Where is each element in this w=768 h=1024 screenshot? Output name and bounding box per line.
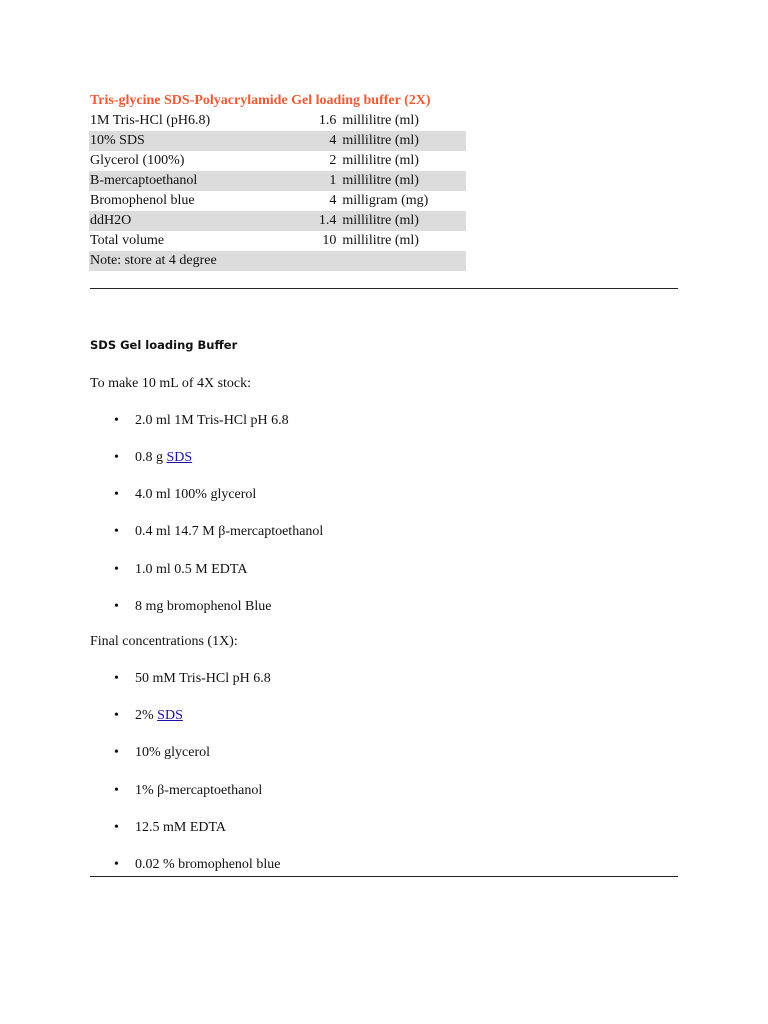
table-row [89,251,466,271]
list-item-text: 2.0 ml 1M Tris-HCl pH 6.8 [135,413,289,428]
bullet-icon: • [114,820,119,835]
bullet-icon: • [114,562,119,577]
list-item-text: 0.4 ml 14.7 M β-mercaptoethanol [135,524,324,539]
list-item-text: 50 mM Tris-HCl pH 6.8 [135,671,271,686]
ingredient-name: ddH2O [89,211,260,231]
table-row [89,211,466,231]
ingredient-unit: millilitre (ml) [342,113,419,128]
ingredient-amount: 4 [260,131,343,151]
table-row [89,111,466,131]
ingredient-amount: 1 [260,171,343,191]
ingredient-name: B-mercaptoethanol [89,171,260,191]
ingredient-name: Glycerol (100%) [90,153,185,168]
bullet-icon: • [114,857,119,872]
list-item-text: 8 mg bromophenol Blue [135,599,272,614]
table-row [89,171,466,191]
ingredient-amount: 1.6 [318,113,337,128]
list-item-text: 10% glycerol [135,745,211,760]
section-heading: SDS Gel loading Buffer [90,338,238,352]
horizontal-divider [90,288,678,289]
bullet-icon: • [114,524,119,539]
list-item-prefix: 0.8 g [135,450,167,465]
ingredient-amount: 1.4 [260,211,343,231]
horizontal-divider [90,876,678,877]
bullet-icon: • [114,745,119,760]
ingredient-unit: millilitre (ml) [342,153,419,168]
list-item-text [135,450,192,466]
list-item-text: 4.0 ml 100% glycerol [135,487,257,502]
recipe-table [89,111,466,271]
ingredient-amount: 4 [329,193,337,208]
sds-link[interactable]: SDS [157,708,183,723]
final-concentrations-label: Final concentrations (1X): [90,634,238,649]
table-row [89,151,466,171]
ingredient-amount: 2 [329,153,337,168]
ingredient-unit: milligram (mg) [342,193,429,208]
ingredient-unit: millilitre (ml) [342,211,466,231]
table-note: Note: store at 4 degree [89,251,260,271]
recipe-table-title: Tris-glycine SDS-Polyacrylamide Gel loading buffer (2X) [90,93,431,108]
bullet-icon: • [114,487,119,502]
ingredient-amount [260,251,343,271]
list-item-text: 0.02 % bromophenol blue [135,857,281,872]
ingredient-unit: millilitre (ml) [342,233,419,248]
table-row [89,131,466,151]
list-item-text [135,708,183,724]
table-row [89,191,466,211]
ingredient-name: 1M Tris-HCl (pH6.8) [90,113,211,128]
bullet-icon: • [114,413,119,428]
ingredient-unit: millilitre (ml) [342,131,466,151]
ingredient-name: 10% SDS [89,131,260,151]
list-item-text: 12.5 mM EDTA [135,820,227,835]
ingredient-name: Bromophenol blue [90,193,195,208]
stock-intro: To make 10 mL of 4X stock: [90,376,252,391]
list-item-prefix: 2% [135,708,158,723]
list-item-text: 1% β-mercaptoethanol [135,783,263,798]
bullet-icon: • [114,671,119,686]
ingredient-unit: millilitre (ml) [342,171,466,191]
ingredient-unit [342,251,466,271]
bullet-icon: • [114,783,119,798]
list-item-text: 1.0 ml 0.5 M EDTA [135,562,248,577]
sds-link[interactable]: SDS [166,450,193,465]
bullet-icon: • [114,599,119,614]
ingredient-amount: 10 [322,233,337,248]
ingredient-name: Total volume [90,233,165,248]
bullet-icon: • [114,708,119,723]
bullet-icon: • [114,450,119,465]
table-row [89,231,466,251]
